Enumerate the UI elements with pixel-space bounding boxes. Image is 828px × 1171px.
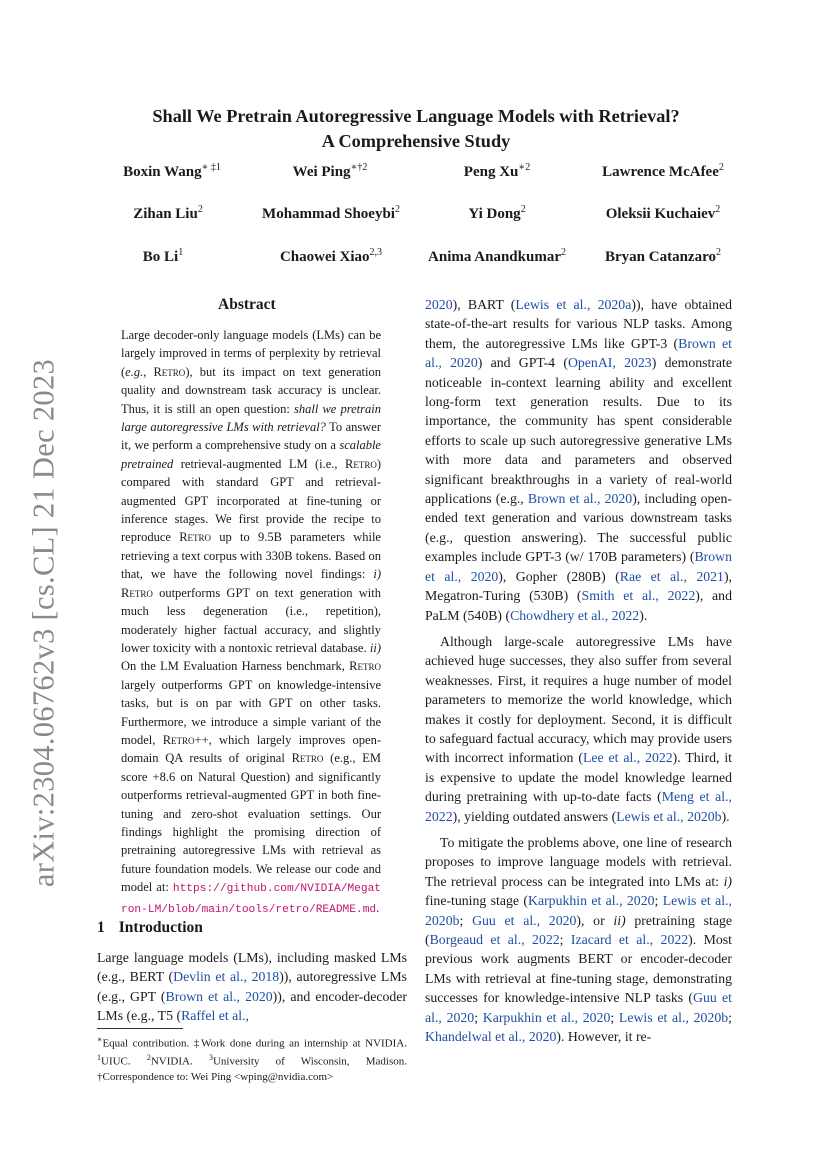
citation-link[interactable]: Brown et al., 2020: [425, 549, 732, 584]
section-number: 1: [97, 919, 105, 936]
citation-link[interactable]: Khandelwal et al., 2020: [425, 1029, 557, 1045]
arxiv-stamp-text: arXiv:2304.06762v3 [cs.CL] 21 Dec 2023: [26, 358, 61, 888]
intro-left-column: [97, 948, 407, 1026]
author: Chaowei Xiao$^{2,3}$: [279, 247, 383, 265]
paragraph: To mitigate the problems above, one line of research proposes to improve language models with retrieval. The retrieval process can be integrated into LMs at: i) fine-tuning stage (Karpukhin et al., 2020; Lewis et al., 2020b; Guu et al., 2020), or ii) pretraining stage (Borgeaud et al., 2022; Izacard et al., 2022). Most previous work augments BERT or encoder-decoder LMs with retrieval at fine-tuning stage, demonstrating successes for knowledge-intensive NLP tasks (Guu et al., 2020; Karpukhin et al., 2020; Lewis et al., 2020b; Khandelwal et al., 2020). However, it re-: [425, 834, 733, 1045]
citation-link[interactable]: Devlin et al., 2018: [173, 969, 280, 985]
citation-link[interactable]: Guu et al., 2020: [425, 990, 733, 1025]
author: Anima Anandkumar$^2$: [428, 247, 566, 265]
citation-link[interactable]: Raffel et al.,: [181, 1008, 249, 1024]
author: Mohammad Shoeybi$^2$: [262, 204, 400, 222]
citation-link[interactable]: Brown et al., 2020: [527, 491, 633, 507]
citation-link[interactable]: Guu et al., 2020: [472, 912, 577, 928]
citation-link[interactable]: Rae et al., 2021: [619, 568, 724, 584]
citation-link[interactable]: Izacard et al., 2022: [570, 932, 689, 947]
citation-link[interactable]: Brown et al., 2020: [425, 335, 732, 371]
abstract-body: [121, 326, 381, 919]
citation-link[interactable]: Lewis et al., 2020b: [425, 893, 732, 928]
paragraph: Large language models (LMs), including masked LMs (e.g., BERT (Devlin et al., 2018)), autoregressive LMs (e.g., GPT (Brown et al., 2020)), and encoder-decoder LMs (e.g., T5 (Raffel et al.,: [97, 950, 407, 1024]
footnote-rule: [97, 1028, 183, 1029]
paragraph: 2020), BART (Lewis et al., 2020a)), have obtained state-of-the-art results for various NLP tasks. Among them, the autoregressive LMs like GPT-3 (Brown et al., 2020) and GPT-4 (OpenAI, 2023) demonstrate noticeable in-context learning ability and excellent long-form text generation results. Due to its importance, the community has spent considerable efforts to scale up such autoregressive generative LMs with more data and parameters and observed significant breakthroughs in a variety of real-world applications (e.g., Brown et al., 2020), including open-ended text generation and various downstream tasks (e.g., question answering). The successful public examples include GPT-3 (w/ 170B parameters) (Brown et al., 2020), Gopher (280B) (Rae et al., 2021), Megatron-Turing (530B) (Smith et al., 2022), and PaLM (540B) (Chowdhery et al., 2022).: [425, 297, 733, 623]
citation-link[interactable]: 2020: [425, 297, 453, 312]
author: Oleksii Kuchaiev$^2$: [605, 204, 721, 222]
citation-link[interactable]: Lewis et al., 2020b: [616, 808, 722, 824]
author: Peng $Xu^{∗2}$: [463, 162, 531, 180]
citation-link[interactable]: Brown et al., 2020: [165, 988, 273, 1004]
citation-link[interactable]: Karpukhin et al., 2020: [527, 893, 655, 909]
abstract-paragraph: Large decoder-only language models (LMs) can be largely improved in terms of perplexity by retrieval (e.g., Retro), but its impact on text generation quality and downstream task accuracy is unclear. Thus, it is still an open question: shall we pretrain large autoregressive LMs with retrieval? To answer it, we perform a comprehensive study on a scalable pretrained retrieval-augmented LM (i.e., Retro) compared with standard GPT and retrieval-augmented GPT incorporated at fine-tuning or inference stages. We first provide the recipe to reproduce Retro up to 9.5B parameters while retrieving a text corpus with 330B tokens. Based on that, we have the following novel findings: i) Retro outperforms GPT on text generation with much less degeneration (i.e., repetition), moderately higher factual accuracy, and slightly lower toxicity with a nontoxic retrieval database. ii) On the LM Evaluation Harness benchmark, Retro largely outperforms GPT on knowledge-intensive tasks, but is on par with GPT on other tasks. Furthermore, we introduce a simple variant of the model, Retro++, which largely improves open-domain QA results of original Retro (e.g., EM score +8.6 on Natural Question) and significantly outperforms retrieval-augmented GPT in both fine-tuning and zero-shot evaluation settings. Our findings highlight the promising direction of pretraining autoregressive LMs with retrieval as future foundation models. We release our code and model at: https://github.com/NVIDIA/Megatron-LM/blob/main/tools/retro/README.md.: [121, 328, 381, 916]
author: Zihan Liu$^2$: [133, 204, 203, 222]
author: Wei Ping$^{∗\dagger 2}$: [292, 162, 368, 180]
citation-link[interactable]: Meng et al., 2022: [425, 789, 732, 824]
section-heading-introduction: [97, 919, 203, 937]
citation-link[interactable]: Lewis et al., 2020b: [618, 1009, 729, 1025]
author: Boxin Wang$^{∗ \ddagger 1}$: [123, 162, 221, 180]
paper-title: [96, 104, 736, 154]
citation-link[interactable]: Lewis et al., 2020a: [515, 297, 632, 312]
abstract-heading: Abstract: [218, 296, 276, 313]
intro-right-column: [425, 295, 732, 1046]
author: Bryan Catanzaro$^2$: [605, 247, 721, 265]
footnote: ∗Equal contribution. ‡Work done during an internship at NVIDIA. $^1$UIUC. $^2$NVIDIA. $^3$University of Wisconsin, Madison. †Correspondence to: Wei Ping <wping@nvidia.com>: [97, 1035, 407, 1083]
author: Yi Dong$^2$: [468, 204, 526, 222]
title-line-1: Shall We Pretrain Autoregressive Language Models with Retrieval?: [152, 106, 680, 126]
section-title: Introduction: [118, 919, 203, 936]
citation-link[interactable]: Karpukhin et al., 2020: [482, 1009, 611, 1025]
arxiv-stamp: [14, 353, 74, 893]
citation-link[interactable]: Chowdhery et al., 2022: [510, 607, 640, 623]
citation-link[interactable]: OpenAI, 2023: [567, 355, 652, 371]
author: Lawrence McAfee$^2$: [602, 162, 724, 180]
title-line-2: A Comprehensive Study: [321, 131, 511, 151]
citation-link[interactable]: Lee et al., 2022: [582, 750, 673, 766]
code-link[interactable]: https://github.com/NVIDIA/Megatron-LM/blob/main/tools/retro/README.md: [121, 883, 381, 916]
author: Bo Li$^1$: [142, 247, 184, 265]
paragraph: Although large-scale autoregressive LMs have achieved huge successes, they also suffer from several weaknesses. First, it requires a huge number of model parameters to memorize the world knowledge, which makes it costly for deployment. Second, it is difficult to safeguard factual accuracy, which may provide users with incorrect information (Lee et al., 2022). Third, it is expensive to update the model knowledge learned during pretraining with up-to-date facts (Meng et al., 2022), yielding outdated answers (Lewis et al., 2020b).: [425, 633, 732, 824]
citation-link[interactable]: Smith et al., 2022: [581, 588, 696, 604]
citation-link[interactable]: Borgeaud et al., 2022: [429, 932, 560, 947]
